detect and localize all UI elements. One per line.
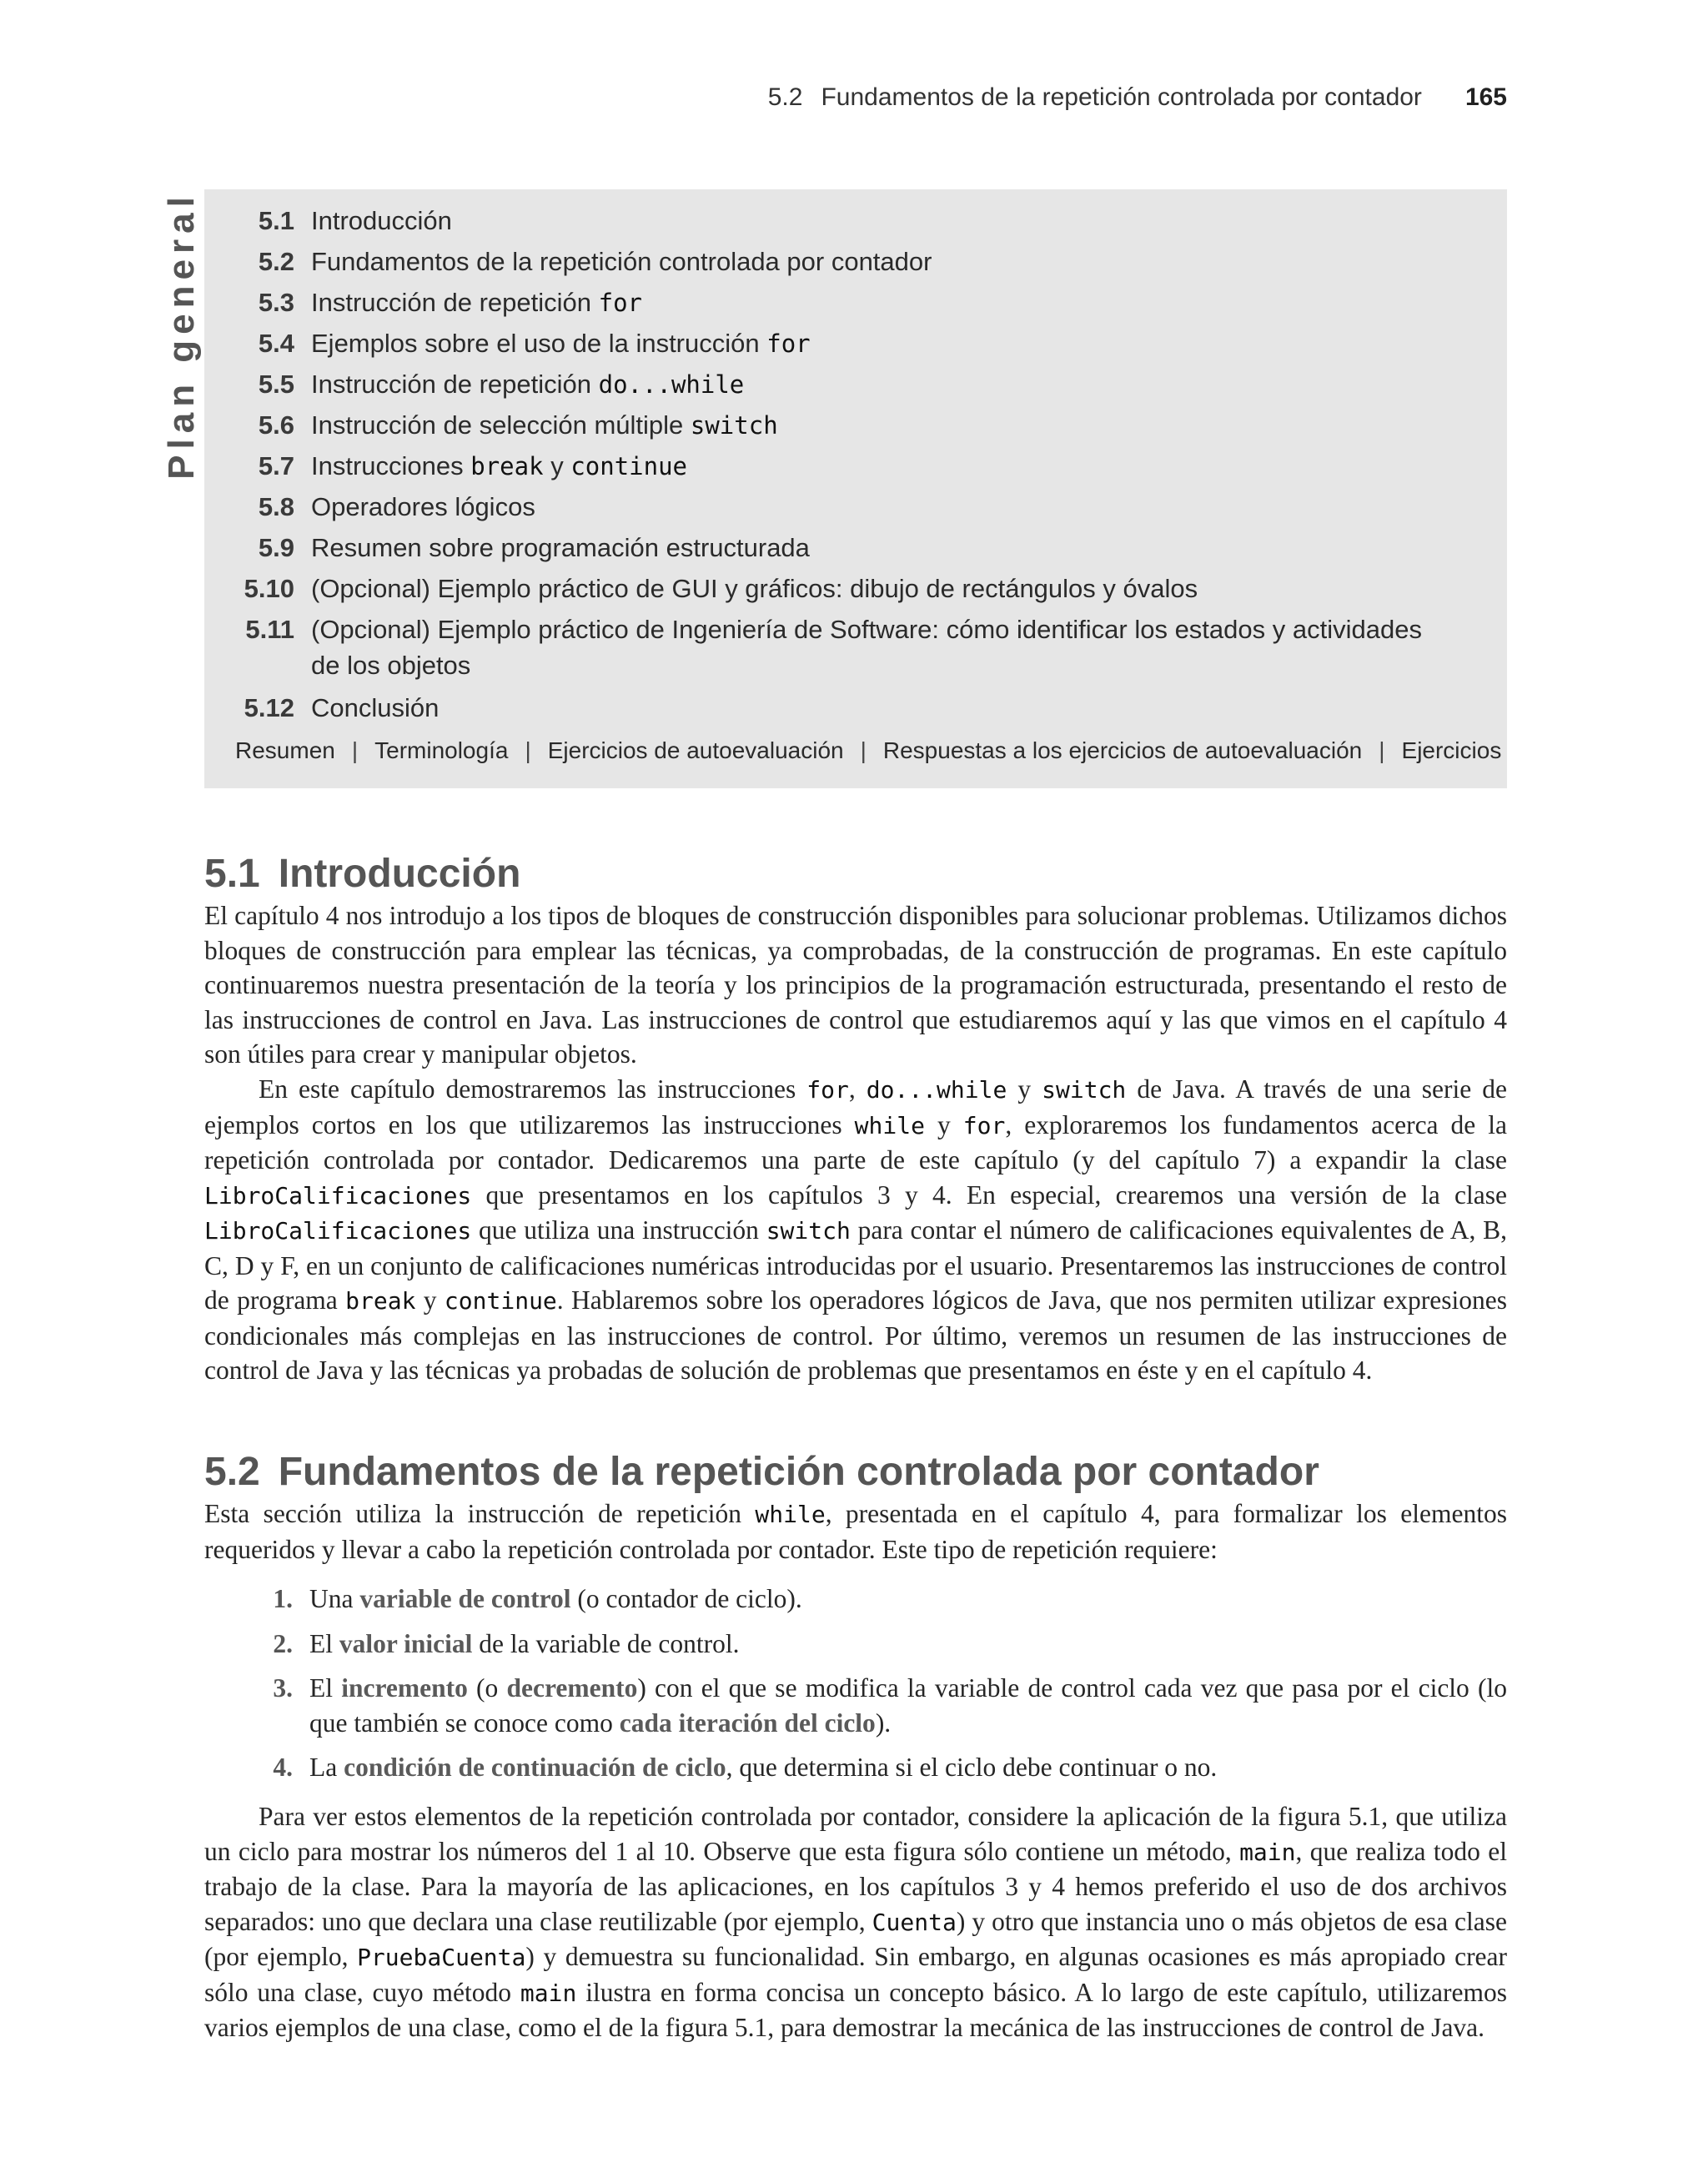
outline-item-title [311, 244, 1507, 284]
text-run: Resumen sobre programación estructurada [311, 533, 810, 562]
text-run: El [309, 1673, 342, 1703]
section-heading-5-1 [204, 851, 520, 897]
text-run: y [415, 1285, 445, 1315]
endmatter-item: Resumen [235, 737, 335, 763]
requirement-number: 2. [273, 1628, 293, 1658]
outline-item-title [311, 284, 1507, 325]
text-run: El [309, 1628, 339, 1658]
text-run: (Opcional) Ejemplo práctico de Ingeniería de Software: cómo identificar los estados y actividades de los objetos [311, 615, 1422, 680]
requirement-text [309, 1671, 1507, 1740]
text-run: , presentada en el capítulo 4, para formalizar los elementos requeridos y llevar a cabo la repetición controlada por contador. Este tipo de repetición requiere: [204, 1499, 1507, 1564]
key-term: decremento [506, 1673, 638, 1703]
chapter-outline [204, 189, 1507, 788]
requirements-list [204, 1582, 1507, 1795]
text-run: Una [309, 1584, 360, 1613]
text-run: ) con el que se modifica la variable de control cada vez que pasa por el ciclo (lo que también se conoce como [309, 1673, 1507, 1738]
endmatter-item: Terminología [374, 737, 509, 763]
requirement-number: 4. [273, 1753, 293, 1782]
text-run: Para ver estos elementos de la repetición controlada por contador, considere la aplicación de la figura 5.1, que utiliza un ciclo para mostrar los números del 1 al 10. Observe que esta figura sólo contiene un método, [204, 1802, 1507, 1866]
text-run: En este capítulo demostraremos las instrucciones [259, 1074, 807, 1104]
inline-code: for [766, 329, 811, 358]
outline-item [204, 611, 1507, 690]
inline-code: switch [1042, 1076, 1127, 1104]
outline-item-number: 5.12 [244, 693, 294, 722]
inline-code: main [1239, 1838, 1296, 1866]
outline-item-title [311, 690, 1507, 731]
section-number: 5.2 [204, 1450, 260, 1494]
text-run: Fundamentos de la repetición controlada por contador [311, 247, 932, 276]
paragraph [204, 1799, 1507, 2045]
text-run: (o contador de ciclo). [570, 1584, 802, 1613]
text-run: ) y otro que instancia uno o más objetos de esa clase (por ejemplo, [204, 1906, 1508, 1971]
text-run: ilustra en forma concisa un concepto básico. A lo largo de este capítulo, utilizaremos varios ejemplos de una clase, como el de la figura 5.1, para demostrar la mecánica de las instrucciones de control de Java. [204, 1977, 1507, 2042]
text-run: Instrucción de selección múltiple [311, 410, 691, 440]
text-run: ) y demuestra su funcionalidad. Sin embargo, en algunas ocasiones es más apropiado crear sólo una clase, cuyo método [204, 1942, 1508, 2007]
inline-code: continue [444, 1287, 557, 1315]
page-number: 165 [1464, 83, 1507, 111]
requirement-number: 1. [273, 1584, 293, 1613]
text-run: y [1007, 1074, 1042, 1104]
endmatter-separator: | [351, 737, 359, 763]
text-run: Operadores lógicos [311, 492, 535, 521]
outline-item [204, 203, 1507, 244]
text-run: de la variable de control. [472, 1628, 740, 1658]
endmatter-item: Respuestas a los ejercicios de autoevaluación [882, 737, 1363, 763]
text-run: La [309, 1753, 344, 1782]
endmatter-item: Ejercicios de autoevaluación [547, 737, 844, 763]
section-heading-5-2 [204, 1449, 1319, 1495]
outline-item [204, 284, 1507, 325]
outline-item-title [311, 611, 1507, 690]
paragraph [204, 898, 1507, 1072]
inline-code: for [806, 1076, 849, 1104]
outline-endmatter [235, 737, 1501, 764]
inline-code: break [470, 452, 544, 480]
outline-item-number: 5.3 [258, 288, 294, 317]
text-run: Introducción [311, 206, 452, 235]
inline-code: while [854, 1111, 925, 1139]
text-run: y [543, 451, 571, 480]
requirement-text [309, 1750, 1507, 1785]
outline-item-title [311, 203, 1507, 244]
outline-list [204, 203, 1507, 731]
requirement-text [309, 1582, 1507, 1617]
endmatter-separator: | [525, 737, 531, 763]
inline-code: while [755, 1501, 826, 1528]
text-run: , que determina si el ciclo debe continuar o no. [726, 1753, 1218, 1782]
outline-item-number: 5.7 [258, 451, 294, 480]
outline-item-number: 5.5 [258, 370, 294, 399]
outline-item-title [311, 407, 1507, 448]
outline-item [204, 489, 1507, 530]
inline-code: LibroCalificaciones [204, 1181, 472, 1210]
key-term: variable de control [359, 1584, 571, 1613]
section-title: Fundamentos de la repetición controlada por contador [278, 1450, 1319, 1494]
paragraph [204, 1072, 1507, 1388]
outline-item-title [311, 530, 1507, 571]
outline-item [204, 366, 1507, 407]
paragraph [204, 1496, 1507, 1567]
endmatter-item: Ejercicios [1401, 737, 1502, 763]
inline-code: LibroCalificaciones [204, 1217, 472, 1245]
text-run: Instrucciones [311, 451, 471, 480]
running-header-section-number: 5.2 [767, 83, 803, 111]
requirement-item [204, 1627, 1507, 1662]
section-number: 5.1 [204, 852, 260, 896]
outline-item-title [311, 489, 1507, 530]
inline-code: Cuenta [872, 1908, 957, 1936]
text-run: para contar el número de calificaciones equivalentes de A, B, C, D y F, en un conjunto de calificaciones numéricas introducidas por el usuario. Presentaremos las instrucciones de control de programa [204, 1215, 1507, 1315]
key-term: valor inicial [339, 1628, 473, 1658]
text-run: (o [467, 1673, 507, 1703]
outline-item-number: 5.6 [258, 410, 294, 440]
outline-item-title [311, 571, 1507, 611]
text-run: Esta sección utiliza la instrucción de repetición [204, 1499, 756, 1528]
outline-item-number: 5.8 [258, 492, 294, 521]
text-run: y [924, 1109, 963, 1139]
text-run: . Hablaremos sobre los operadores lógicos de Java, que nos permiten utilizar expresiones condicionales más complejas en las instrucciones de control. Por último, veremos un resumen de las instrucciones de control de Java y las técnicas ya probadas de solución de problemas que presentamos en éste y en el capítulo 4. [204, 1285, 1508, 1385]
text-run: (Opcional) Ejemplo práctico de GUI y gráficos: dibujo de rectángulos y óvalos [311, 574, 1198, 603]
requirement-item [204, 1671, 1507, 1740]
outline-side-label [157, 185, 207, 485]
outline-item-number: 5.11 [245, 615, 294, 644]
outline-label-text: Plan general [161, 191, 202, 480]
inline-code: switch [690, 411, 778, 440]
endmatter-separator: | [860, 737, 867, 763]
requirement-text [309, 1627, 1507, 1662]
outline-item [204, 530, 1507, 571]
outline-item [204, 571, 1507, 611]
text-run: que presentamos en los capítulos 3 y 4. En especial, crearemos una versión de la clase [471, 1180, 1507, 1210]
key-term: incremento [341, 1673, 468, 1703]
text-run: Conclusión [311, 693, 440, 722]
outline-item [204, 244, 1507, 284]
outline-item-number: 5.4 [258, 329, 294, 358]
requirement-item [204, 1582, 1507, 1617]
text-run: , exploraremos los fundamentos acerca de la repetición controlada por contador. Dedicaremos una parte de este capítulo (y del capítulo 7) a expandir la clase [204, 1109, 1508, 1175]
key-term: condición de continuación de ciclo [344, 1753, 726, 1782]
endmatter-separator: | [1379, 737, 1385, 763]
key-term: cada iteración del ciclo [619, 1708, 876, 1738]
outline-item [204, 325, 1507, 366]
text-run: Ejemplos sobre el uso de la instrucción [311, 329, 767, 358]
inline-code: for [598, 289, 643, 317]
text-run: de Java. A través de una serie de ejemplos cortos en los que utilizaremos las instrucciones [204, 1074, 1508, 1139]
inline-code: do...while [598, 370, 745, 399]
text-run: ). [875, 1708, 892, 1738]
text-run: , [848, 1074, 867, 1104]
outline-item-number: 5.2 [258, 247, 294, 276]
outline-item [204, 407, 1507, 448]
inline-code: continue [570, 452, 687, 480]
running-header-title: Fundamentos de la repetición controlada por contador [821, 83, 1422, 111]
inline-code: switch [766, 1217, 851, 1245]
inline-code: PruebaCuenta [357, 1944, 526, 1971]
outline-item-title [311, 448, 1507, 489]
outline-item [204, 448, 1507, 489]
text-run: , que realiza todo el trabajo de la clase. Para la mayoría de las aplicaciones, en los capítulos 3 y 4 hemos preferido el uso de dos archivos separados: uno que declara una clase reutilizable (por ejemplo, [204, 1836, 1508, 1936]
text-run: Instrucción de repetición [311, 370, 599, 399]
inline-code: do...while [866, 1076, 1007, 1104]
inline-code: main [520, 1979, 577, 2007]
requirement-item [204, 1750, 1507, 1785]
outline-item-number: 5.9 [258, 533, 294, 562]
text-run: que utiliza una instrucción [471, 1215, 766, 1245]
outline-item-title [311, 366, 1507, 407]
inline-code: break [345, 1287, 416, 1315]
requirement-number: 3. [273, 1673, 293, 1703]
section-title: Introducción [278, 852, 521, 896]
outline-item-title [311, 325, 1507, 366]
outline-item-number: 5.1 [258, 206, 294, 235]
outline-item-number: 5.10 [244, 574, 294, 603]
running-header [204, 83, 1507, 112]
text-run: Instrucción de repetición [311, 288, 599, 317]
text-run: El capítulo 4 nos introdujo a los tipos de bloques de construcción disponibles para solucionar problemas. Utilizamos dichos bloques de construcción para emplear las técnicas, ya comprobadas, de la construcción de programas. En este capítulo continuaremos nuestra presentación de la teoría y los principios de la programación estructurada, presentando el resto de las instrucciones de control en Java. Las instrucciones de control que estudiaremos aquí y las que vimos en el capítulo 4 son útiles para crear y manipular objetos. [204, 901, 1507, 1069]
outline-item [204, 690, 1507, 731]
inline-code: for [962, 1111, 1006, 1139]
